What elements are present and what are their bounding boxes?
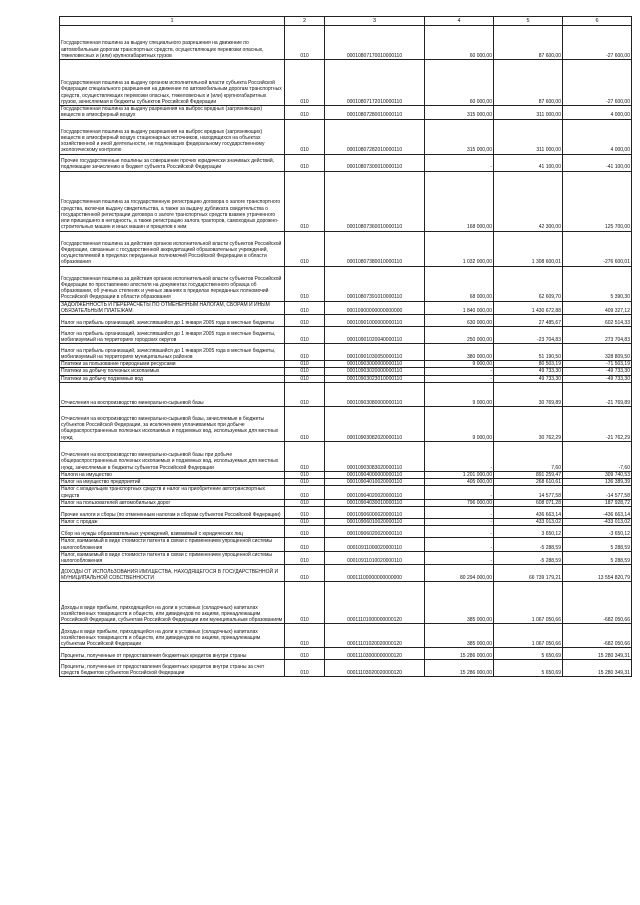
unexecuted-amount: 15 280 349,31 [563, 648, 632, 660]
unexecuted-amount: 602 514,33 [563, 315, 632, 327]
table-row [60, 507, 632, 519]
executed-amount: 14 577,58 [494, 486, 563, 500]
table-row [60, 327, 632, 344]
budget-classification-code: 00010906010020000110 [325, 519, 425, 526]
approved-amount: 315 000,00 [425, 119, 494, 154]
table-row [60, 406, 632, 441]
row-code: 010 [285, 441, 325, 471]
budget-classification-code: 00010807170010000110 [325, 26, 425, 60]
table-row [60, 315, 632, 327]
row-code: 010 [285, 526, 325, 538]
table-row [60, 499, 632, 506]
budget-classification-code: 00010903083020000110 [325, 441, 425, 471]
row-description: Налог на имущество предприятий [60, 479, 285, 486]
table-row [60, 26, 632, 60]
executed-amount: 5 650,69 [494, 648, 563, 660]
executed-amount: 7,60 [494, 441, 563, 471]
unexecuted-amount: -682 050,66 [563, 582, 632, 624]
executed-amount: 1 067 050,66 [494, 582, 563, 624]
executed-amount: 5 650,69 [494, 660, 563, 677]
approved-amount: 9 000,00 [425, 361, 494, 368]
unexecuted-amount: 328 809,50 [563, 344, 632, 361]
table-row [60, 660, 632, 677]
row-description: Государственная пошлина за выдачу разрешения на выброс вредных (загрязняющих) веществ в атмосферный воздух [60, 106, 285, 120]
executed-amount: 66 739 179,21 [494, 565, 563, 582]
row-code: 010 [285, 375, 325, 382]
budget-classification-code: 00010901000000000110 [325, 315, 425, 327]
approved-amount: 60 000,00 [425, 26, 494, 60]
row-code: 010 [285, 106, 325, 120]
budget-classification-code: 00011101020020000120 [325, 624, 425, 648]
unexecuted-amount: 4 000,00 [563, 106, 632, 120]
header-cell: 2 [285, 17, 325, 26]
row-code: 010 [285, 154, 325, 171]
approved-amount: 80 294 000,00 [425, 565, 494, 582]
approved-amount: - [425, 551, 494, 565]
row-description: Отчисления на воспроизводство минерально-сырьевой базы при добыче общераспространенных полезных ископаемых и подземных вод, используемых для местных нужд, зачисляемые в бюджеты субъектов Российской Федерации [60, 441, 285, 471]
budget-classification-code: 00011103020020000120 [325, 660, 425, 677]
table-row [60, 648, 632, 660]
approved-amount: 385 000,00 [425, 582, 494, 624]
budget-classification-code: 00010906020020000110 [325, 526, 425, 538]
header-cell: 3 [325, 17, 425, 26]
row-code: 010 [285, 382, 325, 406]
header-cell: 1 [60, 17, 285, 26]
executed-amount: 41 100,00 [494, 154, 563, 171]
executed-amount: -23 704,83 [494, 327, 563, 344]
table-row [60, 266, 632, 301]
table-header [60, 17, 632, 26]
budget-classification-code: 00010903020000000110 [325, 368, 425, 375]
table-row [60, 119, 632, 154]
executed-amount: 608 071,28 [494, 499, 563, 506]
row-description: Доходы в виде прибыли, приходящейся на доли в уставных (складочных) капиталах хозяйственных товариществ и обществ, или дивидендов по акциям, принадлежащим Российской Федерации, субъектам Российской Федерации или муниципальным образованиям [60, 582, 285, 624]
executed-amount: -5 288,59 [494, 538, 563, 552]
row-description: ДОХОДЫ ОТ ИСПОЛЬЗОВАНИЯ ИМУЩЕСТВА, НАХОДЯЩЕГОСЯ В ГОСУДАРСТВЕННОЙ И МУНИЦИПАЛЬНОЙ СОБСТВЕННОСТИ [60, 565, 285, 582]
row-description: Государственная пошлина за выдачу разрешения на выброс вредных (загрязняющих) веществ в атмосферный воздух стационарных источников, находящихся на объектах хозяйственной и иной деятельности, не подлежащих федеральному государственному экологическому контролю [60, 119, 285, 154]
header-row [60, 17, 632, 26]
row-code: 010 [285, 660, 325, 677]
table-row [60, 526, 632, 538]
row-description: Налог с владельцев транспортных средств и налог на приобретение автотранспортных средств [60, 486, 285, 500]
budget-classification-code: 00010807300010000110 [325, 154, 425, 171]
unexecuted-amount: 309 740,53 [563, 471, 632, 478]
executed-amount: 891 259,47 [494, 471, 563, 478]
approved-amount: - [425, 526, 494, 538]
unexecuted-amount: 187 928,72 [563, 499, 632, 506]
budget-classification-code: 00010904030010000110 [325, 499, 425, 506]
table-body [60, 26, 632, 677]
row-code: 010 [285, 538, 325, 552]
executed-amount: 30 762,29 [494, 406, 563, 441]
executed-amount: 87 600,00 [494, 60, 563, 106]
table-row [60, 231, 632, 266]
unexecuted-amount: -41 100,00 [563, 154, 632, 171]
table-row [60, 171, 632, 231]
row-code: 010 [285, 624, 325, 648]
table-row [60, 519, 632, 526]
row-code: 010 [285, 368, 325, 375]
budget-classification-code: 00010904000000000110 [325, 471, 425, 478]
unexecuted-amount: -21 769,89 [563, 382, 632, 406]
row-description: Государственная пошлина за выдачу специального разрешения на движение по автомобильным дорогам транспортных средств, осуществляющих перевозки опасных, тяжеловесных и (или) крупногабаритных грузов [60, 26, 285, 60]
budget-classification-code: 00010901020040000110 [325, 327, 425, 344]
approved-amount: 1 032 000,00 [425, 231, 494, 266]
header-cell: 5 [494, 17, 563, 26]
row-description: Налог на прибыль организаций, зачислявшийся до 1 января 2005 года в местные бюджеты [60, 315, 285, 327]
approved-amount: 1 840 000,00 [425, 301, 494, 315]
row-code: 010 [285, 479, 325, 486]
report-sheet [59, 16, 631, 677]
approved-amount: 9 000,00 [425, 382, 494, 406]
row-description: ЗАДОЛЖЕННОСТЬ И ПЕРЕРАСЧЕТЫ ПО ОТМЕНЕННЫМ НАЛОГАМ, СБОРАМ И ИНЫМ ОБЯЗАТЕЛЬНЫМ ПЛАТЕЖАМ [60, 301, 285, 315]
budget-classification-code: 00010903000000000110 [325, 361, 425, 368]
table-row [60, 486, 632, 500]
executed-amount: 433 013,02 [494, 519, 563, 526]
budget-classification-code: 00010807380010000110 [325, 231, 425, 266]
unexecuted-amount: -7,60 [563, 441, 632, 471]
row-description: Налог на прибыль организаций, зачислявшийся до 1 января 2005 года в местные бюджеты, мобилизуемый на территориях муниципальных районов [60, 344, 285, 361]
table-row [60, 368, 632, 375]
executed-amount: 268 610,61 [494, 479, 563, 486]
budget-classification-code: 00010807280010000110 [325, 106, 425, 120]
budget-classification-code: 00010807391010000110 [325, 266, 425, 301]
executed-amount: 3 650,12 [494, 526, 563, 538]
row-code: 010 [285, 26, 325, 60]
row-code: 010 [285, 315, 325, 327]
row-description: Налоги на имущество [60, 471, 285, 478]
table-row [60, 361, 632, 368]
unexecuted-amount: 5 288,59 [563, 538, 632, 552]
unexecuted-amount: 273 704,83 [563, 327, 632, 344]
unexecuted-amount: -3 650,12 [563, 526, 632, 538]
approved-amount: - [425, 375, 494, 382]
budget-classification-code: 00010807282010000110 [325, 119, 425, 154]
approved-amount: 168 000,00 [425, 171, 494, 231]
row-description: Прочие государственные пошлины за совершение прочих юридически значимых действий, подлежащие зачислению в бюджет субъекта Российской Федерации [60, 154, 285, 171]
unexecuted-amount: -71 503,19 [563, 361, 632, 368]
row-description: Проценты, полученные от предоставления бюджетных кредитов внутри страны за счет средств бюджетов субъектов Российской Федерации [60, 660, 285, 677]
row-code: 010 [285, 406, 325, 441]
unexecuted-amount: -49 733,30 [563, 375, 632, 382]
unexecuted-amount: -49 733,30 [563, 368, 632, 375]
row-description: Сбор на нужды образовательных учреждений, взимаемый с юридических лиц [60, 526, 285, 538]
row-code: 010 [285, 327, 325, 344]
approved-amount: 380 000,00 [425, 344, 494, 361]
table-row [60, 301, 632, 315]
approved-amount: 60 000,00 [425, 60, 494, 106]
row-description: Налог, взимаемый в виде стоимости патента в связи с применением упрощенной системы налогообложения [60, 551, 285, 565]
table-row [60, 106, 632, 120]
table-row [60, 344, 632, 361]
table-row [60, 382, 632, 406]
row-code: 010 [285, 507, 325, 519]
row-code: 010 [285, 361, 325, 368]
table-row [60, 471, 632, 478]
row-code: 010 [285, 344, 325, 361]
unexecuted-amount: -436 663,14 [563, 507, 632, 519]
budget-classification-code: 00010903082020000110 [325, 406, 425, 441]
row-description: Проценты, полученные от предоставления бюджетных кредитов внутри страны [60, 648, 285, 660]
row-code: 010 [285, 266, 325, 301]
executed-amount: 49 733,30 [494, 368, 563, 375]
budget-classification-code: 00010903023010000110 [325, 375, 425, 382]
row-description: Налог с продаж [60, 519, 285, 526]
revenue-table [59, 16, 632, 677]
budget-classification-code: 00010904020020000110 [325, 486, 425, 500]
budget-classification-code: 00010901030050000110 [325, 344, 425, 361]
row-description: Налог на пользователей автомобильных дорог [60, 499, 285, 506]
executed-amount: 436 663,14 [494, 507, 563, 519]
approved-amount: 385 000,00 [425, 624, 494, 648]
table-row [60, 479, 632, 486]
executed-amount: 311 000,00 [494, 119, 563, 154]
unexecuted-amount: -276 600,01 [563, 231, 632, 266]
row-description: Налог, взимаемый в виде стоимости патента в связи с применением упрощенной системы налогообложения [60, 538, 285, 552]
row-description: Государственная пошлина за государственную регистрацию договора о залоге транспортного средства, включая выдачу свидетельства, а также за выдачу дубликата свидетельства о государственной регистрации договора о залоге транспортных средств взамен утраченного или пришедшего в негодность, а также регистрацию залога тракторов, самоходных дорожно-строительных машин и иных машин и прицепов к ним [60, 171, 285, 231]
budget-classification-code: 00011103000000000120 [325, 648, 425, 660]
row-description: Доходы в виде прибыли, приходящейся на доли в уставных (складочных) капиталах хозяйственных товариществ и обществ, или дивидендов по акциям, принадлежащим субъектам Российской Федерации [60, 624, 285, 648]
table-row [60, 375, 632, 382]
budget-classification-code: 00010911010020000110 [325, 551, 425, 565]
approved-amount: 630 000,00 [425, 315, 494, 327]
table-row [60, 538, 632, 552]
row-description: Прочие налоги и сборы (по отмененным налогам и сборам субъектов Российской Федерации) [60, 507, 285, 519]
table-row [60, 624, 632, 648]
approved-amount: 15 286 000,00 [425, 660, 494, 677]
row-description: Отчисления на воспроизводство минерально-сырьевой базы, зачисляемые в бюджеты субъектов Российской Федерации, за исключением уплачиваемых при добыче общераспространенных полезных ископаемых и подземных вод, используемых для местных нужд [60, 406, 285, 441]
row-description: Государственная пошлина за выдачу органом исполнительной власти субъекта Российской Федерации специального разрешения на движение по автомобильным дорогам транспортных средств, осуществляющих перевозки опасных, тяжеловесных и (или) крупногабаритных грузов, зачисляемая в бюджеты субъектов Российской Федерации [60, 60, 285, 106]
row-code: 010 [285, 519, 325, 526]
unexecuted-amount: 5 288,59 [563, 551, 632, 565]
approved-amount: 250 000,00 [425, 327, 494, 344]
row-code: 010 [285, 582, 325, 624]
row-description: Государственная пошлина за действия органов исполнительной власти субъектов Российской Федерации, связанные с государственной аккредитацией образовательных учреждений, осуществляемой в пределах переданных полномочий Российской Федерации в области образования [60, 231, 285, 266]
executed-amount: 80 503,19 [494, 361, 563, 368]
budget-classification-code: 00010807360010000110 [325, 171, 425, 231]
approved-amount: 796 000,00 [425, 499, 494, 506]
row-description: Платежи за добычу полезных ископаемых [60, 368, 285, 375]
budget-classification-code: 00011100000000000000 [325, 565, 425, 582]
row-code: 010 [285, 471, 325, 478]
unexecuted-amount: 5 390,30 [563, 266, 632, 301]
row-code: 010 [285, 551, 325, 565]
executed-amount: 42 300,00 [494, 171, 563, 231]
unexecuted-amount: -21 762,29 [563, 406, 632, 441]
budget-classification-code: 00011101000000000120 [325, 582, 425, 624]
executed-amount: 1 067 050,66 [494, 624, 563, 648]
table-row [60, 154, 632, 171]
executed-amount: 311 000,00 [494, 106, 563, 120]
row-description: Отчисления на воспроизводство минерально-сырьевой базы [60, 382, 285, 406]
budget-classification-code: 00010911000020000110 [325, 538, 425, 552]
approved-amount: 315 000,00 [425, 106, 494, 120]
unexecuted-amount: -433 013,02 [563, 519, 632, 526]
approved-amount: - [425, 519, 494, 526]
row-code: 010 [285, 231, 325, 266]
approved-amount: 68 000,00 [425, 266, 494, 301]
budget-classification-code: 00010807172010000110 [325, 60, 425, 106]
executed-amount: 27 485,67 [494, 315, 563, 327]
unexecuted-amount: 15 280 349,31 [563, 660, 632, 677]
approved-amount: - [425, 538, 494, 552]
budget-classification-code: 00010904010020000110 [325, 479, 425, 486]
executed-amount: 1 308 600,01 [494, 231, 563, 266]
approved-amount: - [425, 486, 494, 500]
table-row [60, 60, 632, 106]
budget-classification-code: 00010903080000000110 [325, 382, 425, 406]
row-code: 010 [285, 60, 325, 106]
approved-amount: - [425, 507, 494, 519]
unexecuted-amount: -14 577,58 [563, 486, 632, 500]
approved-amount: 9 000,00 [425, 406, 494, 441]
table-row [60, 582, 632, 624]
executed-amount: 51 190,50 [494, 344, 563, 361]
approved-amount: - [425, 154, 494, 171]
row-description: Платежи за пользование природными ресурсами [60, 361, 285, 368]
approved-amount: 15 286 000,00 [425, 648, 494, 660]
table-row [60, 565, 632, 582]
executed-amount: 62 609,70 [494, 266, 563, 301]
table-row [60, 441, 632, 471]
unexecuted-amount: -27 600,00 [563, 26, 632, 60]
row-code: 010 [285, 486, 325, 500]
executed-amount: -5 288,59 [494, 551, 563, 565]
row-code: 010 [285, 301, 325, 315]
row-description: Платежи за добычу подземных вод [60, 375, 285, 382]
table-row [60, 551, 632, 565]
row-code: 010 [285, 499, 325, 506]
unexecuted-amount: 4 000,00 [563, 119, 632, 154]
row-code: 010 [285, 171, 325, 231]
approved-amount: - [425, 368, 494, 375]
executed-amount: 1 430 672,88 [494, 301, 563, 315]
header-cell: 6 [563, 17, 632, 26]
unexecuted-amount: -27 600,00 [563, 60, 632, 106]
unexecuted-amount: 13 554 820,79 [563, 565, 632, 582]
row-code: 010 [285, 565, 325, 582]
budget-classification-code: 00010906000020000110 [325, 507, 425, 519]
approved-amount: - [425, 441, 494, 471]
executed-amount: 30 769,89 [494, 382, 563, 406]
approved-amount: 405 000,00 [425, 479, 494, 486]
unexecuted-amount: -682 050,66 [563, 624, 632, 648]
unexecuted-amount: 125 700,00 [563, 171, 632, 231]
row-code: 010 [285, 119, 325, 154]
executed-amount: 49 733,30 [494, 375, 563, 382]
approved-amount: 1 201 000,00 [425, 471, 494, 478]
executed-amount: 87 600,00 [494, 26, 563, 60]
row-description: Налог на прибыль организаций, зачислявшийся до 1 января 2005 года в местные бюджеты, мобилизуемый на территориях городских округов [60, 327, 285, 344]
unexecuted-amount: 409 327,12 [563, 301, 632, 315]
unexecuted-amount: 136 389,39 [563, 479, 632, 486]
row-description: Государственная пошлина за действия органов исполнительной власти субъектов Российской Федерации по проставлению апостиля на документах государственного образца об образовании, об ученых степенях и ученых званиях в пределах переданных полномочий Российской Федерации в области образования [60, 266, 285, 301]
header-cell: 4 [425, 17, 494, 26]
row-code: 010 [285, 648, 325, 660]
budget-classification-code: 00010900000000000000 [325, 301, 425, 315]
